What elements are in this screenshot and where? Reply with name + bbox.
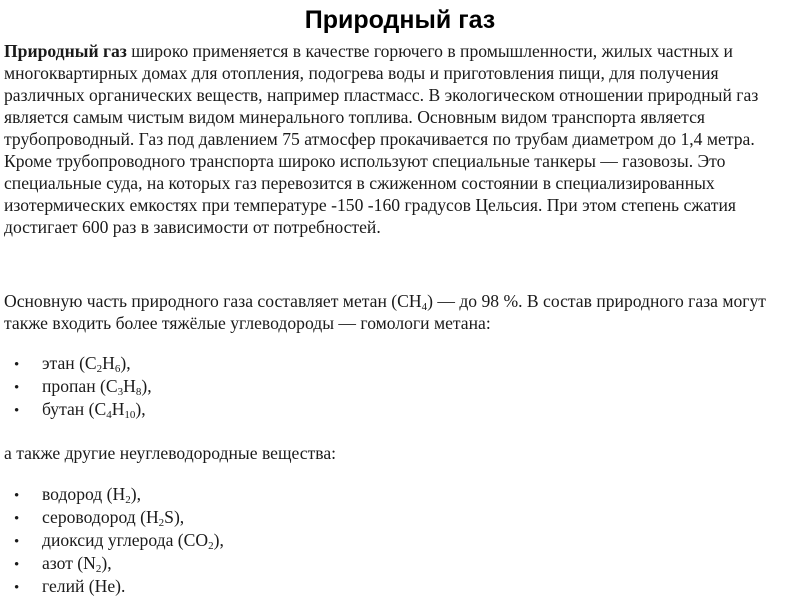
list-item	[14, 375, 152, 398]
bullet-icon: •	[14, 380, 20, 396]
item-subscript: 8	[135, 386, 142, 398]
item-name: бутан (C	[42, 399, 107, 419]
item-name: водород (H	[42, 484, 126, 504]
bullet-icon: •	[14, 488, 20, 504]
list-item	[14, 352, 152, 375]
item-mid: H	[111, 399, 125, 419]
bullet-icon: •	[14, 534, 20, 550]
item-end: ),	[130, 484, 141, 504]
composition-post: ) — до 98 %. В состав природного газа могут также входить более тяжёлые углеводороды — гомологи метана:	[4, 291, 766, 333]
list-item	[14, 575, 224, 598]
item-mid: H	[123, 376, 136, 396]
item-name: пропан (C	[42, 376, 118, 396]
bullet-icon: •	[14, 403, 20, 419]
list-item	[14, 506, 224, 529]
item-subscript: 2	[96, 363, 103, 375]
item-name: сероводород (H	[42, 507, 159, 527]
item-name: диоксид углерода (CO	[42, 530, 209, 550]
composition-pre: Основную часть природного газа составляет метан (CH	[4, 291, 422, 311]
list-item	[14, 552, 224, 575]
item-end: ),	[101, 553, 112, 573]
item-subscript: 2	[125, 494, 131, 506]
item-subscript: 10	[124, 409, 136, 421]
intro-text: широко применяется в качестве горючего в промышленности, жилых частных и многоквартирных домах для отопления, подогрева воды и приготовления пищи, для получения различных органических веществ, например пластмасс. В экологическом отношении природный газ является самым чистым видом минерального топлива. Основным видом транспорта является трубопроводный. Газ под давлением 75 атмосфер прокачивается по трубам диаметром до 1,4 метра. Кроме трубопроводного транспорта широко используют специальные танкеры — газовозы. Это специальные суда, на которых газ перевозится в сжиженном состоянии в специализированных изотермических емкостях при температуре -150 -160 градусов Цельсия. При этом степень сжатия достигает 600 раз в зависимости от потребностей.	[4, 41, 759, 237]
item-subscript: 6	[114, 363, 121, 375]
other-substances-intro: а также другие неуглеводородные вещества:	[4, 443, 337, 463]
bullet-icon: •	[14, 580, 20, 596]
item-name: этан (C	[42, 353, 97, 373]
list-item	[14, 529, 224, 552]
intro-paragraph	[4, 40, 794, 238]
item-subscript: 2	[208, 540, 214, 552]
composition-paragraph	[4, 290, 794, 334]
intro-lead: Природный газ	[4, 41, 127, 61]
bullet-icon: •	[14, 557, 20, 573]
item-end: ),	[173, 507, 185, 527]
composition-subscript: 4	[421, 301, 428, 313]
page-title: Природный газ	[304, 6, 496, 34]
item-end: ),	[141, 376, 152, 396]
item-subscript: 2	[158, 517, 165, 529]
bullet-icon: •	[14, 357, 20, 373]
item-name: азот (N	[42, 553, 96, 573]
item-end: ),	[135, 399, 146, 419]
item-mid: H	[102, 353, 115, 373]
bullet-icon: •	[14, 511, 20, 527]
item-mid: S	[164, 507, 174, 527]
other-substances-list	[14, 483, 224, 598]
item-end: ),	[213, 530, 224, 550]
item-subscript: 3	[117, 386, 124, 398]
hydrocarbon-list	[14, 352, 152, 421]
list-item	[14, 398, 152, 421]
list-item	[14, 483, 224, 506]
item-end: ),	[120, 353, 131, 373]
item-name: гелий (He).	[42, 576, 126, 596]
item-subscript: 4	[106, 409, 112, 421]
item-subscript: 2	[95, 563, 102, 575]
